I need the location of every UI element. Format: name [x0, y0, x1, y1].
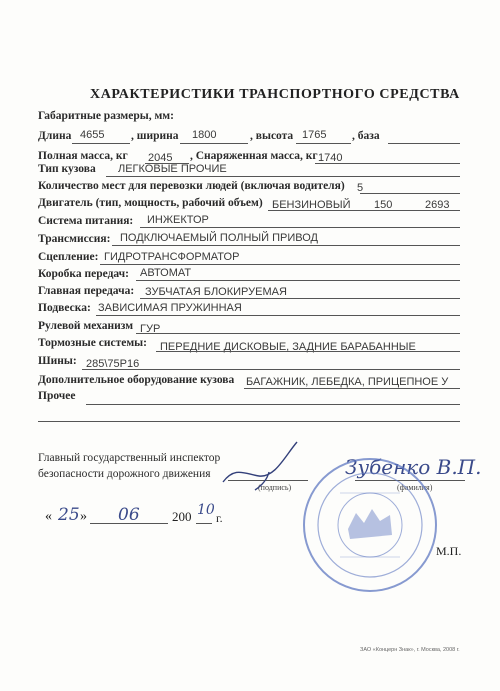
- curb-mass-label: , Снаряженная масса, кг: [190, 150, 318, 162]
- suspension-value: ЗАВИСИМАЯ ПРУЖИННАЯ: [98, 302, 242, 314]
- gearbox-label: Коробка передач:: [38, 268, 129, 280]
- full-mass-value: 2045: [148, 152, 173, 164]
- extra-equipment-label: Дополнительное оборудование кузова: [38, 374, 235, 386]
- transmission-value: ПОДКЛЮЧАЕМЫЙ ПОЛНЫЙ ПРИВОД: [120, 232, 318, 244]
- signature-drawing: [215, 436, 305, 496]
- transmission-label: Трансмиссия:: [38, 233, 111, 245]
- tires-label: Шины:: [38, 355, 77, 367]
- date-quote-open: «: [45, 509, 52, 524]
- seats-value: 5: [357, 182, 364, 194]
- stamp-place-label: М.П.: [436, 544, 462, 558]
- curb-mass-value: 1740: [318, 152, 343, 164]
- width-label: , ширина: [131, 130, 179, 142]
- brakes-value: ПЕРЕДНИЕ ДИСКОВЫЕ, ЗАДНИЕ БАРАБАННЫЕ: [160, 341, 416, 353]
- fuel-system-value: ИНЖЕКТОР: [147, 214, 209, 226]
- clutch-value: ГИДРОТРАНСФОРМАТОР: [104, 251, 240, 263]
- inspector-name-handwritten: Зубенко В.П.: [345, 455, 482, 479]
- name-caption: (фамилия): [397, 483, 433, 492]
- main-gear-value: ЗУБЧАТАЯ БЛОКИРУЕМАЯ: [145, 286, 287, 298]
- inspector-title-line2: безопасности дорожного движения: [38, 468, 211, 480]
- date-month: 06: [118, 505, 140, 525]
- steering-value: ГУР: [140, 323, 161, 335]
- engine-volume-value: 2693: [425, 199, 450, 211]
- extra-equipment-value: БАГАЖНИК, ЛЕБЕДКА, ПРИЦЕПНОЕ У: [246, 376, 449, 388]
- body-type-value: ЛЕГКОВЫЕ ПРОЧИЕ: [118, 163, 227, 175]
- width-value: 1800: [192, 129, 217, 141]
- seats-label: Количество мест для перевозки людей (включая водителя): [38, 180, 345, 192]
- height-value: 1765: [302, 129, 327, 141]
- engine-power-value: 150: [374, 199, 393, 211]
- date-year-end: г.: [216, 511, 223, 525]
- official-stamp: [300, 455, 440, 595]
- brakes-label: Тормозные системы:: [38, 337, 147, 349]
- gearbox-value: АВТОМАТ: [140, 267, 192, 279]
- height-label: , высота: [250, 130, 294, 142]
- signature-caption: (подпись): [258, 483, 292, 492]
- clutch-label: Сцепление:: [38, 251, 99, 263]
- base-label: , база: [352, 130, 380, 142]
- printer-footer: ЗАО «Концерн Знак», г. Москва, 2008 г.: [360, 647, 460, 653]
- date-year-prefix: 200: [172, 509, 192, 524]
- date-day: 25: [58, 505, 80, 525]
- document-title: ХАРАКТЕРИСТИКИ ТРАНСПОРТНОГО СРЕДСТВА: [90, 87, 460, 102]
- dimensions-label: Габаритные размеры, мм:: [38, 110, 174, 122]
- engine-label: Двигатель (тип, мощность, рабочий объем): [38, 197, 263, 209]
- fuel-system-label: Система питания:: [38, 215, 134, 227]
- inspector-title-line1: Главный государственный инспектор: [38, 452, 221, 464]
- body-type-label: Тип кузова: [38, 163, 96, 175]
- length-label: Длина: [38, 130, 72, 142]
- date-year-suffix: 10: [197, 502, 215, 518]
- full-mass-label: Полная масса, кг: [38, 150, 128, 162]
- other-label: Прочее: [38, 390, 76, 402]
- main-gear-label: Главная передача:: [38, 285, 135, 297]
- steering-label: Рулевой механизм: [38, 320, 134, 332]
- suspension-label: Подвеска:: [38, 302, 91, 314]
- tires-value: 285\75Р16: [86, 358, 140, 370]
- date-quote-close: »: [80, 509, 87, 524]
- engine-type-value: БЕНЗИНОВЫЙ: [272, 199, 351, 211]
- length-value: 4655: [80, 129, 105, 141]
